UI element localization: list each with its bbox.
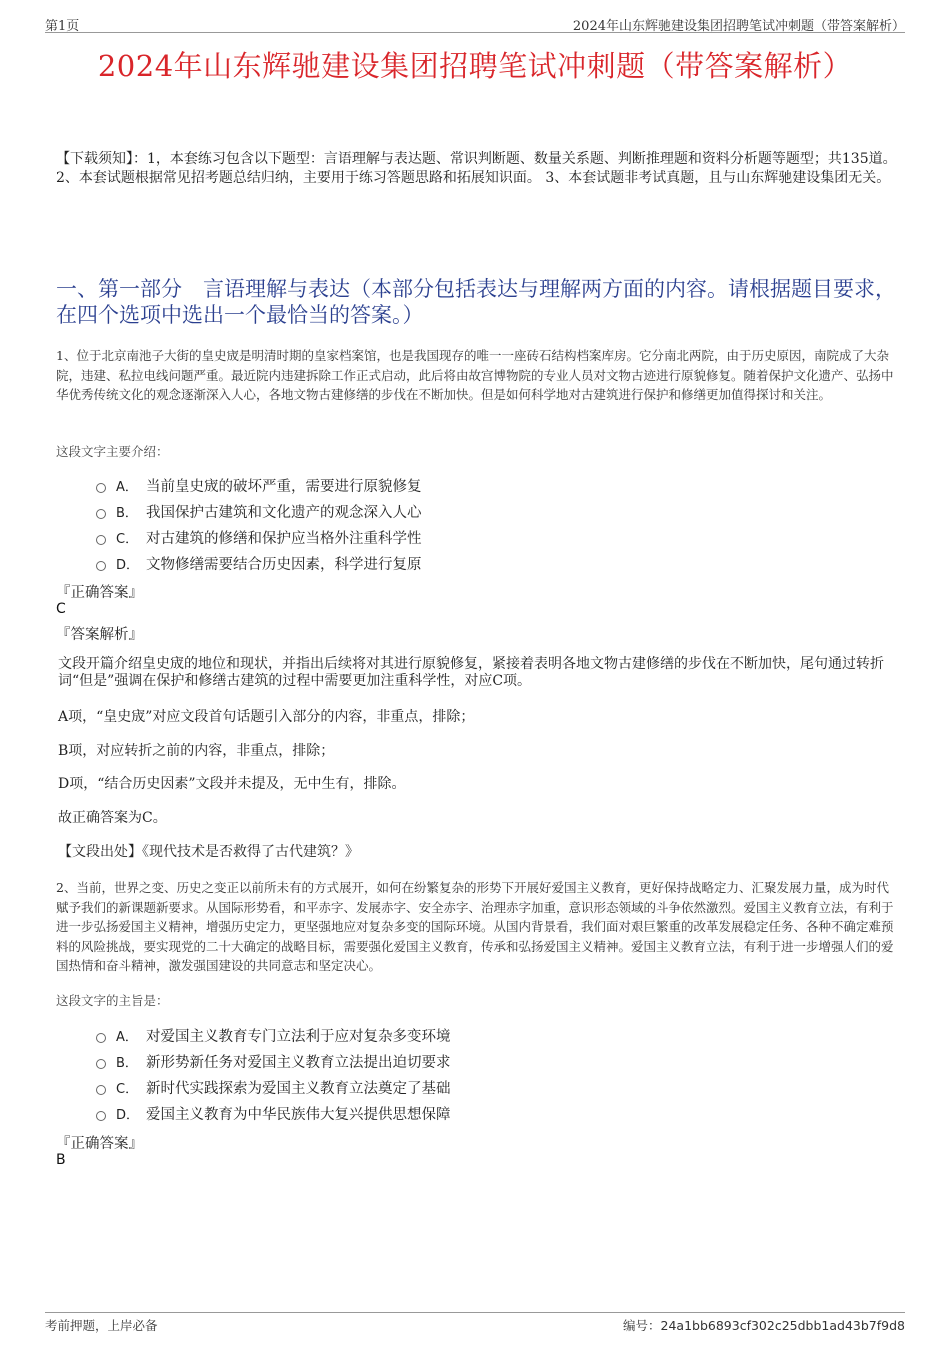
radio-icon[interactable] (96, 561, 106, 571)
option-a[interactable]: A． 当前皇史宬的破坏严重，需要进行原貌修复 (96, 472, 422, 498)
explanation-paragraph: 文段开篇介绍皇史宬的地位和现状，并指出后续将对其进行原貌修复，紧接着表明各地文物古建修缮的步伐在不断加快，尾句通过转折词“但是”强调在保护和修缮古建筑的过程中需要更加注重科学性，对应C项。 (58, 656, 884, 689)
option-b[interactable]: B． 我国保护古建筑和文化遗产的观念深入人心 (96, 498, 422, 524)
explanation-label: 『答案解析』 (56, 627, 143, 643)
option-d[interactable]: D． 爱国主义教育为中华民族伟大复兴提供思想保障 (96, 1100, 451, 1126)
download-notice: 【下载须知】：1，本套练习包含以下题型：言语理解与表达题、常识判断题、数量关系题、判断推理题和资料分析题等题型；共135道。 2、本套试题根据常见招考题总结归纳，主要用于练习答题思路和拓展知识面。 3、本套试题非考试真题，且与山东辉驰建设集团无关。 (56, 151, 897, 186)
correct-answer: B (56, 1152, 66, 1168)
header-doc-title: 2024年山东辉驰建设集团招聘笔试冲刺题（带答案解析） (572, 19, 905, 34)
option-d[interactable]: D． 文物修缮需要结合历史因素，科学进行复原 (96, 550, 422, 576)
footer-slogan: 考前押题，上岸必备 (45, 1318, 158, 1333)
option-c[interactable]: C． 对古建筑的修缮和保护应当格外注重科学性 (96, 524, 422, 550)
radio-icon[interactable] (96, 509, 106, 519)
explanation-paragraph: B项，对应转折之前的内容，非重点，排除； (58, 743, 335, 759)
document-title: 2024年山东辉驰建设集团招聘笔试冲刺题（带答案解析） (97, 49, 853, 83)
radio-icon[interactable] (96, 483, 106, 493)
explanation-paragraph: A项，“皇史宬”对应文段首句话题引入部分的内容，非重点，排除； (58, 709, 475, 725)
radio-icon[interactable] (96, 1059, 106, 1069)
correct-answer: C (56, 601, 66, 617)
question-2-prompt: 这段文字的主旨是： (56, 993, 169, 1008)
page-header (45, 14, 905, 33)
explanation-paragraph: 故正确答案为C。 (58, 810, 167, 826)
code-label: 编号： (622, 1318, 661, 1333)
question-2-options (96, 1022, 451, 1126)
page-footer (45, 1312, 905, 1333)
question-1-prompt: 这段文字主要介绍： (56, 444, 169, 459)
document-code: 24a1bb6893cf302c25dbb1ad43b7f9d8 (660, 1318, 905, 1333)
radio-icon[interactable] (96, 1033, 106, 1043)
section-title: 一、第一部分 言语理解与表达（本部分包括表达与理解两方面的内容。请根据题目要求，在四个选项中选出一个最恰当的答案。） (56, 277, 896, 327)
page-number: 第1页 (45, 19, 80, 34)
option-b[interactable]: B． 新形势新任务对爱国主义教育立法提出迫切要求 (96, 1048, 451, 1074)
option-a[interactable]: A． 对爱国主义教育专门立法利于应对复杂多变环境 (96, 1022, 451, 1048)
radio-icon[interactable] (96, 1085, 106, 1095)
radio-icon[interactable] (96, 535, 106, 545)
explanation-paragraph: D项，“结合历史因素”文段并未提及，无中生有，排除。 (58, 776, 406, 792)
answer-label: 『正确答案』 (56, 1136, 143, 1152)
question-1-options (96, 472, 422, 576)
question-2-text: 2、当前，世界之变、历史之变正以前所未有的方式展开，如何在纷繁复杂的形势下开展好爱国主义教育，更好保持战略定力、汇聚发展力量，成为时代赋予我们的新课题新要求。从国际形势看，和平赤字、发展赤字、安全赤字、治理赤字加重，意识形态领域的斗争依然激烈。爱国主义教育立法，有利于进一步弘扬爱国主义精神，增强历史定力，更坚强地应对复杂多变的国际环境。从国内背景看，我们面对艰巨繁重的改革发展稳定任务、各种不确定难预料的风险挑战，要实现党的二十大确定的战略目标，需要强化爱国主义教育，传承和弘扬爱国主义精神。爱国主义教育立法，有利于进一步增强人们的爱国热情和奋斗精神，激发强国建设的共同意志和坚定决心。 (56, 880, 894, 973)
source-citation: 【文段出处】《现代技术是否救得了古代建筑？》 (58, 844, 359, 860)
answer-label: 『正确答案』 (56, 585, 143, 601)
option-c[interactable]: C． 新时代实践探索为爱国主义教育立法奠定了基础 (96, 1074, 451, 1100)
radio-icon[interactable] (96, 1111, 106, 1121)
footer-code (623, 1316, 905, 1334)
question-1-text: 1、位于北京南池子大街的皇史宬是明清时期的皇家档案馆，也是我国现存的唯一一座砖石结构档案库房。它分南北两院，由于历史原因，南院成了大杂院，违建、私拉电线问题严重。最近院内违建拆除工作正式启动，此后将由故宫博物院的专业人员对文物古迹进行原貌修复。随着保护文化遗产、弘扬中华优秀传统文化的观念逐渐深入人心，各地文物古建修缮的步伐在不断加快。但是如何科学地对古建筑进行保护和修缮更加值得探讨和关注。 (56, 348, 894, 402)
